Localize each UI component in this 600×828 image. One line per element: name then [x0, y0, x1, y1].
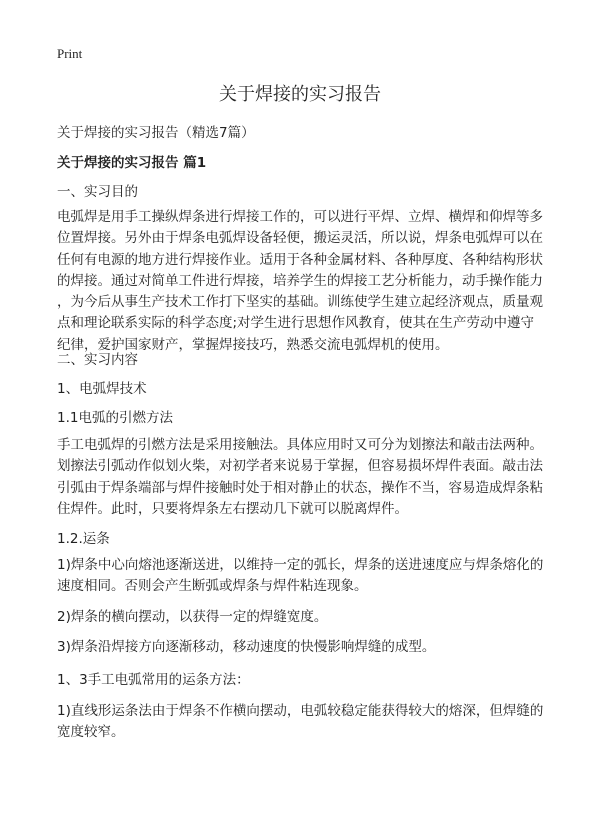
heading-arc-ignition: 1.1电弧的引燃方法 [57, 410, 173, 426]
text-line: 宽度较窄。 [57, 724, 125, 741]
heading-motion-methods: 1、3手工电弧常用的运条方法： [57, 672, 250, 688]
text-line: 的焊接。通过对简单工件进行焊接，培养学生的焊接工艺分析能力，动手操作能力 [57, 272, 543, 289]
heading-electrode-motion: 1.2.运条 [57, 531, 110, 547]
text-line: ，为今后从事生产技术工作打下坚实的基础。训练使学生建立起经济观点，质量观 [57, 294, 543, 311]
text-line: 引弧由于焊条端部与焊件接触时处于相对静止的状态，操作不当，容易造成焊条粘 [57, 479, 543, 496]
text-line: 点和理论联系实际的科学态度;对学生进行思想作风教育，使其在生产劳动中遵守 [57, 315, 535, 332]
section-heading: 关于焊接的实习报告 篇1 [57, 155, 207, 171]
print-link[interactable]: Print [57, 46, 83, 61]
heading-content: 二、实习内容 [57, 352, 138, 368]
text-line: 速度相同。否则会产生断弧或焊条与焊件粘连现象。 [57, 578, 368, 595]
paragraph-motion-2 [57, 607, 327, 628]
text-line: 纪律，爱护国家财产，掌握焊接技巧，熟悉交流电弧焊机的使用。 [57, 336, 449, 353]
text-line: 住焊件。此时，只要将焊条左右摆动几下就可以脱离焊件。 [57, 500, 408, 517]
text-line: 手工电弧焊的引燃方法是采用接触法。具体应用时又可分为划擦法和敲击法两种。 [57, 437, 543, 453]
paragraph-linear-method [57, 701, 543, 744]
text-line: 任何有电源的地方进行焊接作业。适用于各种金属材料、各种厚度、各种结构形状 [57, 251, 543, 268]
heading-arc-welding: 1、电弧焊技术 [57, 381, 147, 397]
paragraph-motion-3 [57, 637, 435, 658]
text-line: 位置焊接。另外由于焊条电弧焊设备轻便，搬运灵活，所以说，焊条电弧焊可以在 [57, 230, 543, 247]
text-line: 电弧焊是用手工操纵焊条进行焊接工作的，可以进行平焊、立焊、横焊和仰焊等多 [57, 209, 543, 225]
text-line: 1)直线形运条法由于焊条不作横向摆动，电弧较稳定能获得较大的熔深，但焊缝的 [57, 703, 544, 719]
paragraph-motion-1 [57, 555, 543, 598]
text-line: 2)焊条的横向摆动，以获得一定的焊缝宽度。 [57, 609, 328, 625]
text-line: 1)焊条中心向熔池逐渐送进，以维持一定的弧长，焊条的送进速度应与焊条熔化的 [57, 557, 544, 573]
paragraph-ignition [57, 435, 543, 520]
text-line: 3)焊条沿焊接方向逐渐移动，移动速度的快慢影响焊缝的成型。 [57, 639, 436, 655]
page-title: 关于焊接的实习报告 [219, 84, 381, 105]
paragraph-purpose [57, 207, 543, 356]
heading-purpose: 一、实习目的 [57, 184, 138, 200]
subtitle: 关于焊接的实习报告（精选7篇） [57, 125, 255, 141]
text-line: 划擦法引弧动作似划火柴，对初学者来说易于掌握，但容易损坏焊件表面。敲击法 [57, 458, 543, 475]
